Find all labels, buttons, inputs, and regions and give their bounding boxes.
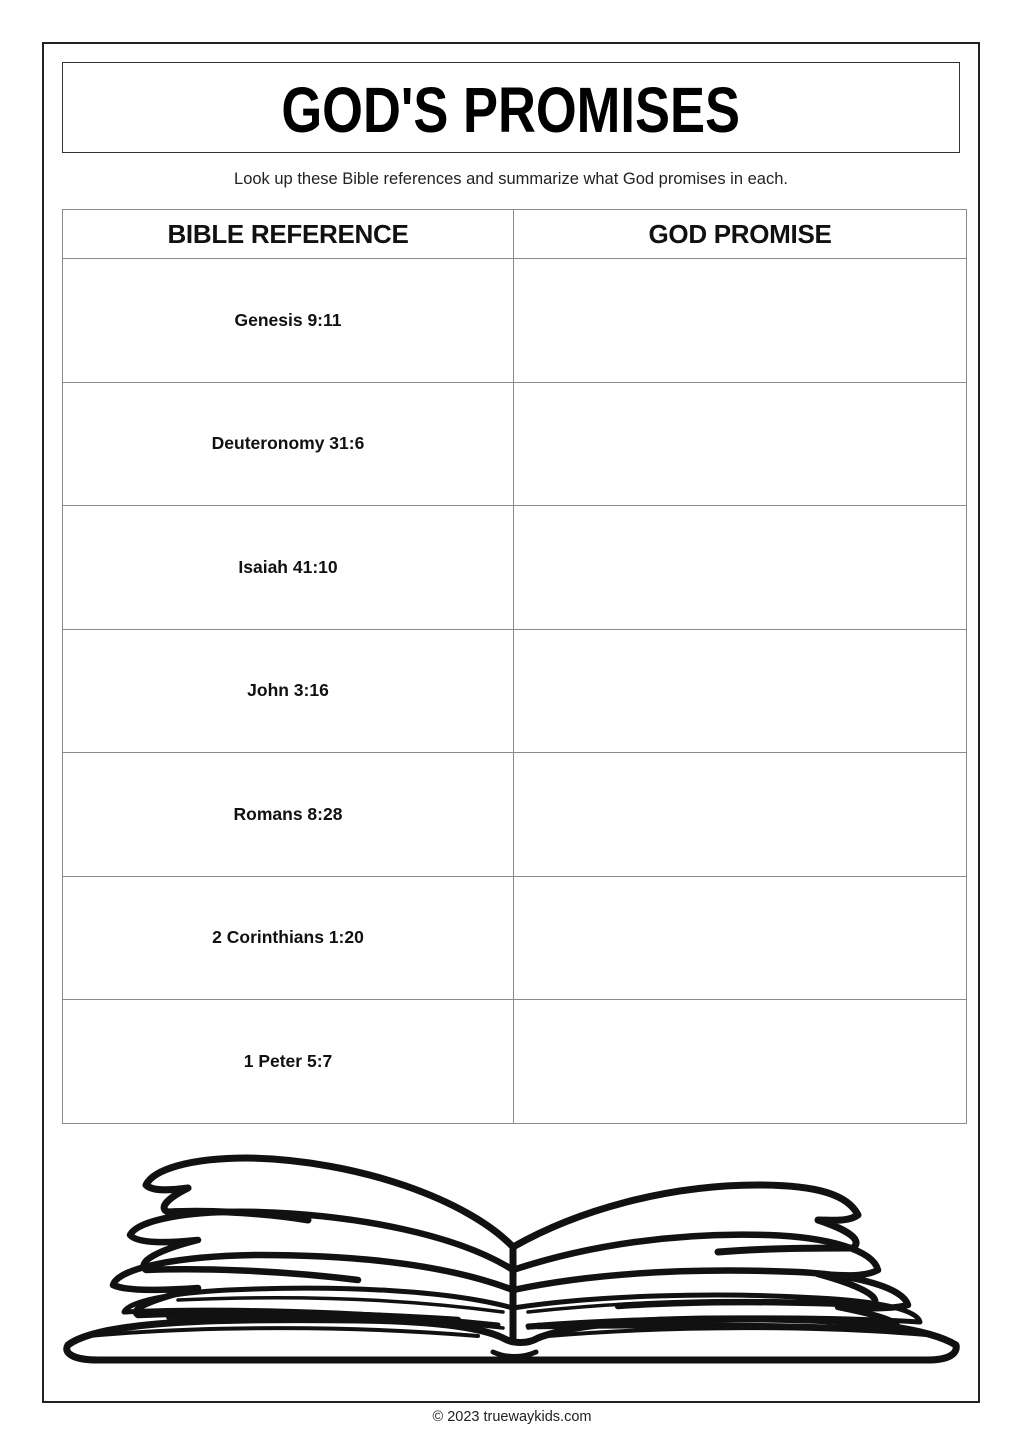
copyright-text: © 2023 truewaykids.com [432, 1409, 592, 1425]
reference-cell: John 3:16 [63, 629, 514, 753]
table-header-row [63, 210, 967, 259]
reference-cell: Genesis 9:11 [63, 259, 514, 383]
open-book-icon [58, 1140, 968, 1370]
promise-answer-cell[interactable] [514, 753, 967, 877]
title-box [62, 62, 960, 153]
table-row [63, 629, 967, 753]
reference-cell: 1 Peter 5:7 [63, 1000, 514, 1124]
page-title: GOD'S PROMISES [281, 73, 741, 146]
promise-answer-cell[interactable] [514, 629, 967, 753]
table-row [63, 1000, 967, 1124]
promise-answer-cell[interactable] [514, 1000, 967, 1124]
table-row [63, 753, 967, 877]
promises-table [62, 209, 967, 1124]
reference-cell: Deuteronomy 31:6 [63, 382, 514, 506]
reference-cell: 2 Corinthians 1:20 [63, 876, 514, 1000]
table-row [63, 259, 967, 383]
header-bible-reference: BIBLE REFERENCE [63, 210, 514, 259]
instructions-text: Look up these Bible references and summarize what God promises in each. [234, 170, 788, 188]
promise-answer-cell[interactable] [514, 506, 967, 630]
header-god-promise: GOD PROMISE [514, 210, 967, 259]
promise-answer-cell[interactable] [514, 259, 967, 383]
table-row [63, 876, 967, 1000]
table-row [63, 382, 967, 506]
reference-cell: Isaiah 41:10 [63, 506, 514, 630]
table-row [63, 506, 967, 630]
reference-cell: Romans 8:28 [63, 753, 514, 877]
promise-answer-cell[interactable] [514, 876, 967, 1000]
promise-answer-cell[interactable] [514, 382, 967, 506]
